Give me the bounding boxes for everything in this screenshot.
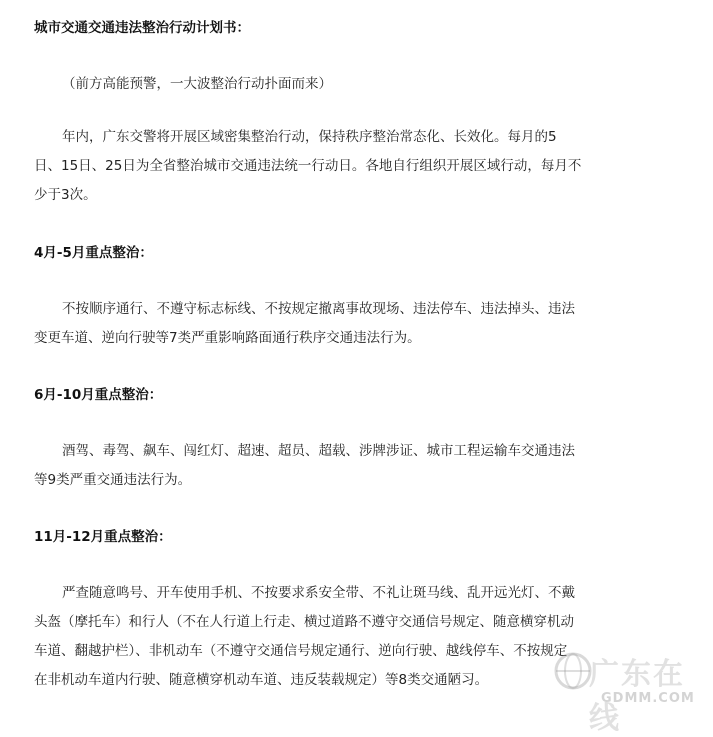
section-line: 变更车道、逆向行驶等7类严重影响路面通行秩序交通违法行为。: [34, 330, 421, 346]
intro-line: 日、15日、25日为全省整治城市交通违法统一行动日。各地自行组织开展区域行动，每月不: [34, 158, 582, 174]
section-line: 严查随意鸣号、开车使用手机、不按要求系安全带、不礼让斑马线、乱开远光灯、不戴: [62, 585, 575, 601]
intro-line: 少于3次。: [34, 187, 97, 203]
section-line: 车道、翻越护栏）、非机动车（不遵守交通信号规定通行、逆向行驶、越线停车、不按规定: [34, 643, 568, 659]
globe-logo-icon: [553, 651, 593, 691]
section-line: 等9类严重交通违法行为。: [34, 472, 192, 488]
section-heading: 11月-12月重点整治：: [34, 529, 172, 545]
intro-line: 年内，广东交警将开展区域密集整治行动，保持秩序整治常态化、长效化。每月的5: [62, 129, 557, 145]
watermark-domain: GDMM.COM: [601, 691, 695, 706]
watermark: [553, 647, 703, 736]
watermark-text: 广东在线: [589, 657, 685, 736]
section-line: 在非机动车道内行驶、随意横穿机动车道、违反装载规定）等8类交通陋习。: [34, 672, 489, 688]
document-subtitle: （前方高能预警，一大波整治行动扑面而来）: [62, 76, 332, 92]
section-line: 酒驾、毒驾、飙车、闯红灯、超速、超员、超载、涉牌涉证、城市工程运输车交通违法: [62, 443, 575, 459]
document-title: 城市交通交通违法整治行动计划书：: [34, 20, 250, 36]
section-line: 不按顺序通行、不遵守标志标线、不按规定撤离事故现场、违法停车、违法掉头、违法: [62, 301, 575, 317]
section-heading: 4月-5月重点整治：: [34, 245, 153, 261]
section-heading: 6月-10月重点整治：: [34, 387, 163, 403]
section-line: 头盔（摩托车）和行人（不在人行道上行走、横过道路不遵守交通信号规定、随意横穿机动: [34, 614, 574, 630]
